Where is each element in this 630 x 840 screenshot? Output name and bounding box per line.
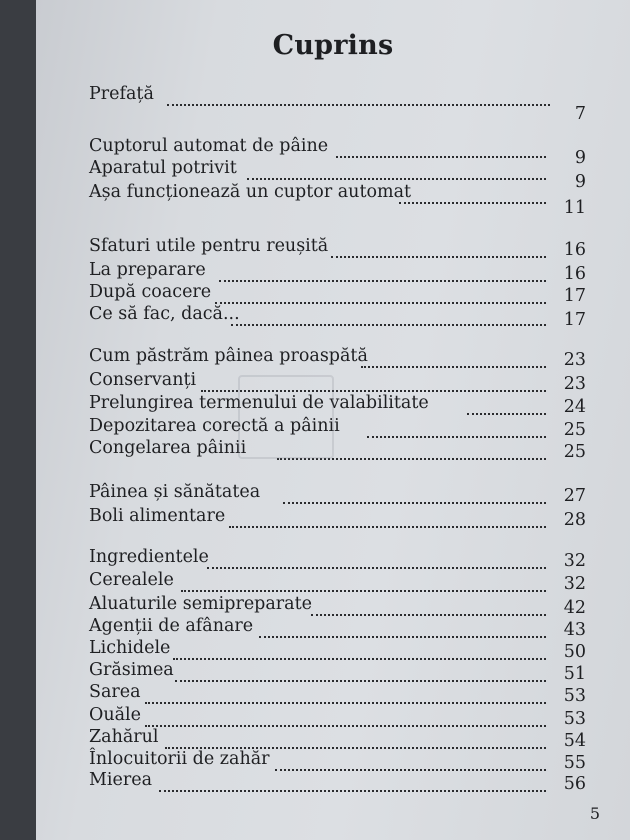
- dot-leader: [231, 324, 546, 326]
- toc-page-number: 54: [563, 731, 586, 751]
- dot-leader: [247, 178, 546, 180]
- toc-page-number: 23: [563, 350, 586, 370]
- toc-page-number: 43: [563, 620, 586, 640]
- toc-entry-boli-alimentare: [89, 506, 586, 532]
- toc-label: Înlocuitorii de zahăr: [89, 749, 270, 769]
- toc-label: Aparatul potrivit: [89, 158, 237, 178]
- toc-page-number: 50: [563, 642, 586, 662]
- toc-label: Ce să fac, dacă...: [89, 304, 240, 324]
- toc-label: După coacere: [89, 282, 212, 302]
- toc-page-number: 9: [574, 148, 586, 168]
- toc-page-number: 32: [563, 551, 586, 571]
- toc-entry-aparatul: [89, 148, 586, 184]
- toc-entry-congelarea: [89, 438, 586, 464]
- toc-label: Ingredientele: [89, 547, 209, 567]
- watermark-logo: [238, 375, 334, 459]
- dot-leader: [207, 567, 546, 569]
- toc-label: Congelarea pâinii: [89, 438, 247, 458]
- toc-label: Zahărul: [89, 727, 159, 747]
- toc-page-number: 53: [563, 709, 586, 729]
- toc-label: Cuptorul automat de pâine: [89, 136, 329, 156]
- toc-entry-page-11: [89, 198, 586, 224]
- toc-label: Conservanți: [89, 370, 197, 390]
- toc-entry-cum-pastram: [89, 346, 586, 372]
- dot-leader: [159, 790, 546, 792]
- toc-page-number: 24: [563, 397, 586, 417]
- toc-page-number: 27: [563, 486, 586, 506]
- toc-entry-mierea: [89, 770, 586, 796]
- toc-entry-sfaturi: [89, 236, 586, 262]
- toc-page-number: 23: [563, 374, 586, 394]
- dot-leader: [167, 104, 550, 106]
- toc-page-number: 11: [563, 198, 586, 218]
- toc-entry-ce-sa-fac: [89, 304, 586, 330]
- toc-label: La preparare: [89, 260, 206, 280]
- toc-label: Depozitarea corectă a pâinii: [89, 416, 340, 436]
- page-title: Cuprins: [272, 30, 394, 61]
- toc-page-number: 53: [563, 686, 586, 706]
- toc-page-number: 32: [563, 574, 586, 594]
- toc-label: Boli alimentare: [89, 506, 226, 526]
- toc-label: Pâinea și sănătatea: [89, 482, 261, 502]
- toc-label: Mierea: [89, 770, 153, 790]
- dot-leader: [229, 526, 546, 528]
- toc-page-number: 28: [563, 510, 586, 530]
- toc-label: Sfaturi utile pentru reușită: [89, 236, 329, 256]
- toc-page-number: 55: [563, 753, 586, 773]
- toc-page-number: 17: [563, 310, 586, 330]
- page-number: 5: [589, 804, 600, 823]
- toc-label: Lichidele: [89, 638, 171, 658]
- toc-entry-cerealele: [89, 570, 586, 596]
- dot-leader: [467, 413, 546, 415]
- toc-label: Grăsimea: [89, 660, 174, 680]
- toc-page-number: 56: [563, 774, 586, 794]
- toc-page-number: 51: [563, 664, 586, 684]
- toc-entry-prefata: [89, 84, 586, 124]
- dot-leader: [331, 256, 546, 258]
- toc-label: Sarea: [89, 682, 141, 702]
- dot-leader: [361, 366, 546, 368]
- toc-page-number: 25: [563, 442, 586, 462]
- toc-label: Prefață: [89, 84, 154, 104]
- toc-label: Aluaturile semipreparate: [89, 594, 312, 614]
- dot-leader: [145, 702, 546, 704]
- book-page: [36, 0, 630, 840]
- dot-leader: [283, 502, 546, 504]
- toc-entry-painea-si-sanatatea: [89, 482, 586, 508]
- toc-page-number: 42: [563, 598, 586, 618]
- toc-label: Cum păstrăm pâinea proaspătă: [89, 346, 368, 366]
- toc-page-number: 9: [574, 172, 586, 192]
- toc-label: Agenții de afânare: [89, 616, 254, 636]
- toc-label: Așa funcționează un cuptor automat: [89, 182, 412, 202]
- toc-page-number: 17: [563, 286, 586, 306]
- dot-leader: [181, 590, 546, 592]
- toc-label: Prelungirea termenului de valabilitate: [89, 393, 429, 413]
- toc-page-number: 25: [563, 420, 586, 440]
- toc-page-number: 16: [563, 240, 586, 260]
- toc-label: Cerealele: [89, 570, 174, 590]
- toc-page-number: 16: [563, 264, 586, 284]
- toc-label: Ouăle: [89, 705, 142, 725]
- toc-page-number: 7: [574, 104, 586, 124]
